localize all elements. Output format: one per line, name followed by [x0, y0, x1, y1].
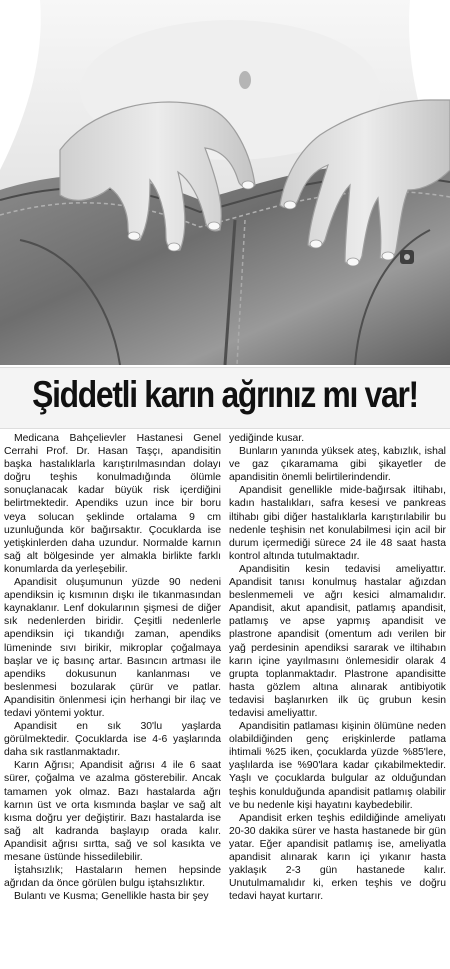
article-column-1 — [4, 432, 221, 967]
paragraph: Bulantı ve Kusma; Genellikle hasta bir şey — [14, 891, 209, 903]
article-photo — [0, 0, 450, 365]
paragraph: Karın Ağrısı; Apandisit ağrısı 4 ile 6 saat sürer, çoğalma ve azalma gösterebilir. Ancak tamamen yok olmaz. Bazı hastalarda ağrı karnın üst ve orta kısmında başlar ve sağ alt kısma doğru yer değiştirir. Bazı hastalarda ise sağ alt kadranda başlayıp orada kalır. Apandisit ağrısı sırtta, sağ ve sol kasıkta ve mesane üstünde hissedilebilir. — [4, 760, 221, 863]
article-title: Şiddetli karın ağrınız mı var! — [32, 374, 418, 415]
paragraph: Apandisitin patlaması kişinin ölümüne neden olabildiğinden genç erişkinlerde patlama ihtimali %25 iken, çocuklarda yüzde %85'lere, yaşlılarda ise %90'lara kadar çıkabilmektedir. Yaşlı ve çocuklarda bulgular az olduğundan teşhis konulduğunda apandisit patlamış olabilir ve bu nedenle kişi hayatını kaybedebilir. — [229, 721, 446, 811]
headline-bar — [0, 367, 450, 429]
paragraph: Apandisit en sık 30'lu yaşlarda görülmektedir. Çocuklarda ise 4-6 yaşlarında daha sık rastlanmaktadır. — [4, 721, 221, 759]
paragraph: Apandisitin kesin tedavisi ameliyattır. Apandisit tanısı konulmuş hastalar ağızdan beslenmemeli ve ağrı kesici almamalıdır. Apandisit, akut apandisit, patlamış apandisit, patlamış ve apse yapmış apandisit ve plastrone apandisit (omentum adı verilen bir yağ perdesinin apendiksi sararak ve iltihabın karın içine yayılmasını önlemesidir olarak 4 grupta toplanmaktadır. Plastrone apandisitte hasta gözlem altına alınarak antibiyotik tedavisi başlanırken ilk üç grubun kesin tedavisi ameliyattır. — [229, 563, 446, 719]
paragraph: İştahsızlık; Hastaların hemen hepsinde ağrıdan da önce görülen bulgu iştahsızlıktır. — [4, 865, 221, 890]
paragraph: Apandisit genellikle mide-bağırsak iltihabı, kadın hastalıkları, safra kesesi ve pankreas iltihabı gibi diğer hastalıklarla karıştırılabilir bu nedenle teşhisin net konulabilmesi için acil bir durum içermediği sürece 24 ile 48 saat hasta kontrol altında tutulmaktadır. — [229, 485, 446, 562]
paragraph: Apandisit erken teşhis edildiğinde ameliyatı 20-30 dakika sürer ve hasta hastanede bir gün yatar. Eğer apandisit patlamış ise, ameliyatla apandisit alınarak karın içi yıkanır hasta yaklaşık 2-3 gün hastanede kalır. Unutulmamalıdır ki, erken teşhis ve doğru tedavi hayat kurtarır. — [229, 812, 446, 903]
paragraph: Medicana Bahçelievler Hastanesi Genel Cerrahi Prof. Dr. Hasan Taşçı, apandisitin başka hastalıklarla karıştırılmasından dolayı doğru teşhis konulmadığında ölümle sonuçlanacak kadar büyük risk içerdiğini belirtmektedir. Apendiks uzun ince bir boru veya solucan şeklinde ortalama 9 cm uzunluğunda kör bağırsaktır. Çocuklarda ise yetişkinlerden daha uzundur. Normalde karnın sağ alt bölgesinde yer almakla birlikte farklı konumlarda da yerleşebilir. — [4, 433, 221, 575]
article-body — [4, 432, 446, 967]
paragraph: Bunların yanında yüksek ateş, kabızlık, ishal ve gaz çıkaramama gibi şikayetler de apandisitin önemli belirtilerindendir. — [229, 446, 446, 484]
article-column-2 — [229, 432, 446, 967]
paragraph: Apandisit oluşumunun yüzde 90 nedeni apendiksin iç kısmının dışkı ile tıkanmasından kaynaklanır. Lenf dokularının şişmesi de diğer sık nedenlerden biridir. Çeşitli nedenlerle apendiksin içi tıkandığı zaman, apendiks lümeninde sıvı birikir, mikroplar çoğalmaya başlar ve iç basınç artar. Basıncın artması ile apendiks dokusunun kanlanması ve beslenmesi bozularak çürür ve patlar. Apandisitin önlenmesi için herhangi bir ilaç ve tedavi yöntemi yoktur. — [4, 577, 221, 719]
paragraph: yediğinde kusar. — [229, 433, 305, 444]
